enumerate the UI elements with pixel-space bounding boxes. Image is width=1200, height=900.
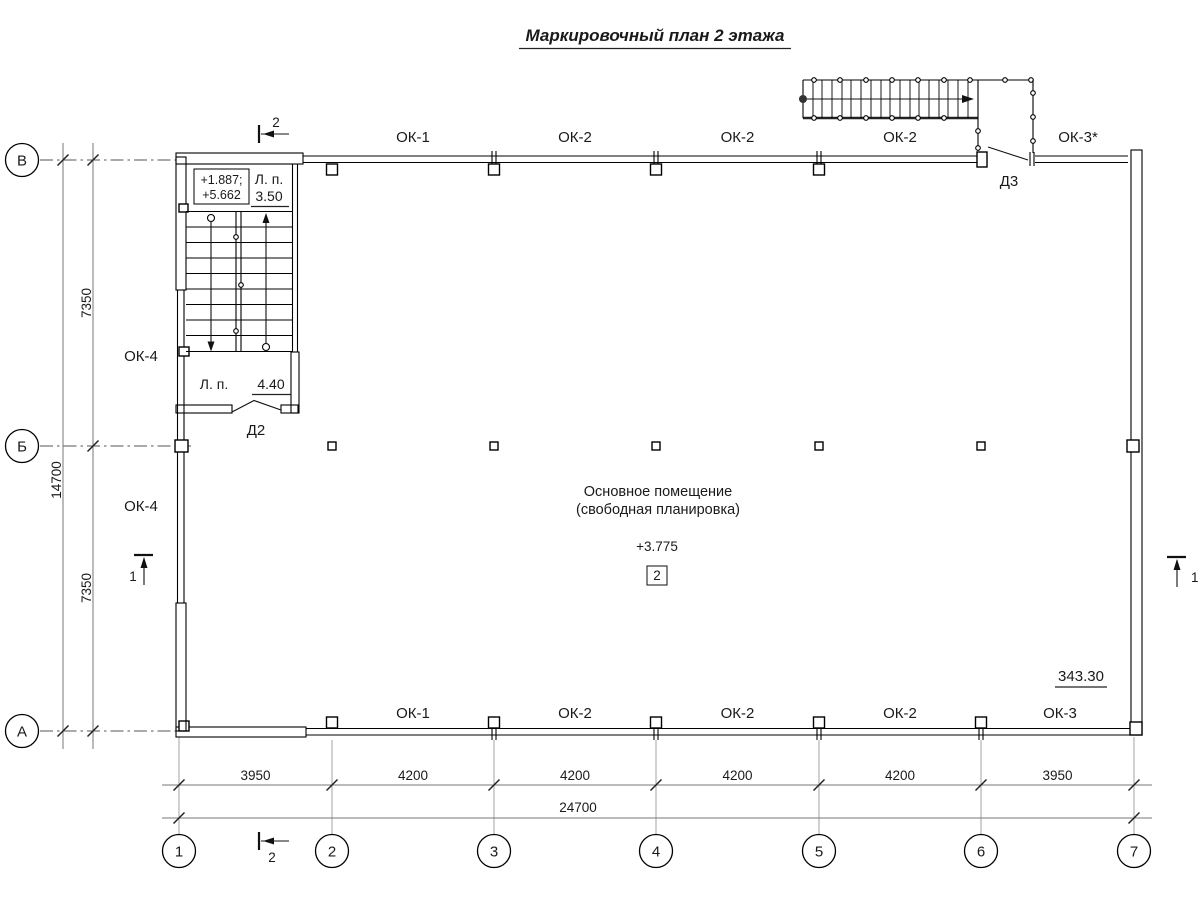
right-wall [1127,150,1142,735]
room-elevation: +3.775 [636,539,678,554]
window-label-top-2: ОК-2 [558,129,592,146]
landing-value-lower: 4.40 [257,376,285,392]
external-stair-landing [976,80,1036,153]
room-name-line1: Основное помещение [583,484,733,500]
window-label-top-4: ОК-2 [883,129,917,146]
dim-total-left: 14700 [49,461,64,499]
dim-left-seg-1: 7350 [79,287,94,319]
window-label-top-1: ОК-1 [396,129,430,146]
columns-middle-row [328,442,985,450]
dim-seg-2: 4200 [397,768,429,783]
stair-elevation-1: +1.887; [200,173,243,187]
window-label-left-1: ОК-4 [124,348,158,365]
stair-flight-up-arrow [263,213,270,351]
axis-bubble-5: 5 [814,843,824,861]
axis-bubbles-left [6,144,39,748]
door-d2-leaves [232,401,281,413]
section-label-1-left: 1 [129,569,137,584]
dim-seg-1: 3950 [240,768,271,783]
dim-left-seg-2: 7350 [79,572,94,604]
corner-column [179,721,189,731]
axis-bubble-7: 7 [1129,843,1139,861]
curtain-wall-top [176,147,1128,175]
stair-elevation-2: +5.662 [202,188,241,202]
left-wall [175,157,189,731]
window-label-bottom-3: ОК-2 [720,705,755,722]
section-mark-1-left [129,555,153,585]
axis-bubbles-bottom [163,835,1151,868]
dim-seg-6: 3950 [1042,768,1073,783]
page-title: Маркировочный план 2 этажа [525,26,785,45]
window-label-top-5: ОК-3* [1058,129,1098,146]
section-mark-2-top [259,115,289,143]
dim-total-bottom: 24700 [559,800,597,815]
section-mark-2-bottom [259,832,289,865]
room-labels [576,484,1107,687]
door-d3-leaf [988,147,1028,160]
room-number: 2 [653,568,661,583]
axis-bubble-3: 3 [489,843,499,861]
stair-top-wall [176,153,303,164]
window-label-bottom-1: ОК-1 [396,705,430,722]
door-d2-label: Д2 [246,422,266,439]
window-labels [124,129,1098,722]
title-block [519,26,791,49]
section-label-2-top: 2 [272,115,280,130]
curtain-wall-bottom [176,717,1131,740]
landing-label-upper: Л. п. [254,171,284,187]
landing-value-upper: 3.50 [255,188,283,204]
external-stair [799,78,1035,190]
axis-bubble-2: 2 [327,843,337,861]
axis-bubble-v: В [16,152,28,170]
dimensions-bottom [162,768,1152,824]
dim-seg-4: 4200 [722,768,753,783]
door-d3-jamb-column [977,152,987,167]
window-label-bottom-4: ОК-2 [883,705,917,722]
door-d3-label: Д3 [999,173,1019,190]
axis-bubble-1: 1 [174,843,184,861]
pier-axis-b [175,440,188,452]
section-mark-1-right [1167,557,1199,587]
axis-bubble-4: 4 [651,843,661,861]
window-label-left-2: ОК-4 [124,498,158,515]
window-label-top-3: ОК-2 [720,129,755,146]
section-label-2-bottom: 2 [268,850,276,865]
mullion-ticks-bottom [492,724,983,740]
bottom-left-wall-pier [176,727,306,737]
section-label-1-right: 1 [1191,570,1199,585]
window-label-bottom-5: ОК-3 [1043,705,1077,722]
internal-stairwell [176,164,299,439]
landing-label-lower: Л. п. [199,376,229,392]
stair-flight-down-arrow [208,215,215,352]
axis-bubble-b: Б [17,438,27,456]
axis-bubble-6: 6 [976,843,986,861]
axis-bubble-a: А [16,723,28,741]
dim-seg-5: 4200 [884,768,916,783]
room-name-line2: (свободная планировка) [575,502,741,518]
dim-seg-3: 4200 [559,768,591,783]
room-area: 343.30 [1058,668,1104,685]
window-label-bottom-2: ОК-2 [558,705,592,722]
door-d3 [988,147,1034,166]
